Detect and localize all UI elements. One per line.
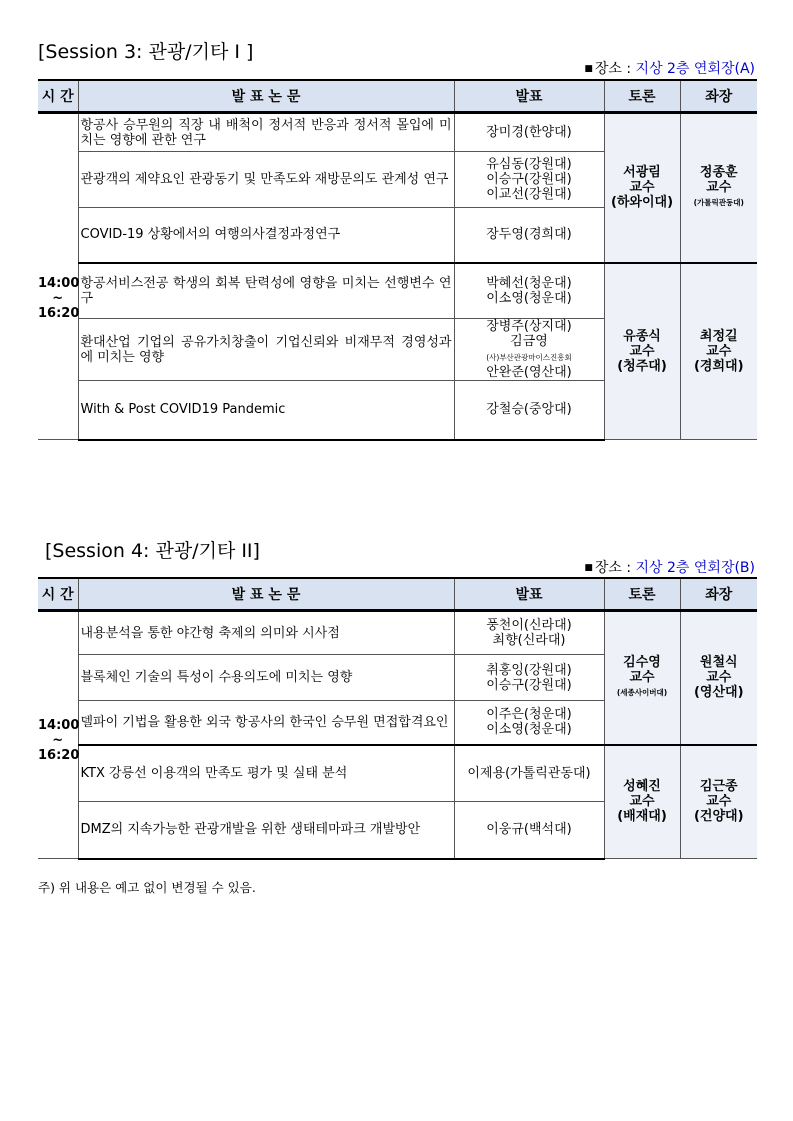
discussant-affiliation: (세종사이버대) <box>616 688 668 698</box>
discussant-cell <box>604 745 680 859</box>
paper-title: 항공사 승무원의 직장 내 배척이 정서적 반응과 정서적 몰입에 미치는 영향에 관한 연구 <box>78 113 454 152</box>
header-time: 시 간 <box>38 80 78 113</box>
header-chair: 좌장 <box>680 578 757 611</box>
presenter-name-main: 김금영 <box>510 334 548 349</box>
presenter-cell <box>454 152 604 208</box>
venue-label: 장소 : <box>594 61 632 77</box>
presenter-name <box>455 334 604 365</box>
header-presenter: 발표 <box>454 578 604 611</box>
time-sep: ~ <box>52 732 64 748</box>
presenter-name: 취홍잉(강원대) <box>486 662 572 678</box>
footnote: 주) 위 내용은 예고 없이 변경될 수 있음. <box>38 880 256 895</box>
session4-title: [Session 4: 관광/기타 II] <box>45 540 260 562</box>
time-cell <box>38 113 78 440</box>
presenter-name: 이소영(청운대) <box>486 722 572 738</box>
discussant-title: 교수 <box>629 343 655 359</box>
venue-place: 지상 2층 연회장(A) <box>635 61 755 77</box>
header-time: 시 간 <box>38 578 78 611</box>
bullet-icon: ■ <box>584 64 593 74</box>
chair-cell <box>680 263 757 440</box>
presenter-name: 안완준(영산대) <box>486 365 572 380</box>
paper-title: 환대산업 기업의 공유가치창출이 기업신뢰와 비재무적 경영성과에 미치는 영향 <box>78 319 454 381</box>
table-row <box>38 263 757 319</box>
table-header-row <box>38 80 757 113</box>
table-row <box>38 113 757 152</box>
chair-title: 교수 <box>706 794 732 810</box>
session4-venue <box>584 557 755 577</box>
chair-affiliation: (경희대) <box>693 358 744 374</box>
paper-title: With & Post COVID19 Pandemic <box>78 381 454 440</box>
venue-label: 장소 : <box>594 560 632 576</box>
paper-title: KTX 강릉선 이용객의 만족도 평가 및 실태 분석 <box>78 745 454 802</box>
discussant-title: 교수 <box>629 180 655 196</box>
presenter-cell <box>454 802 604 859</box>
presenter-name: 박혜선(청운대) <box>486 275 572 291</box>
session3-title: [Session 3: 관광/기타 I ] <box>38 41 254 63</box>
header-presenter: 발표 <box>454 80 604 113</box>
discussant-title: 교수 <box>629 794 655 810</box>
chair-title: 교수 <box>706 180 732 196</box>
presenter-cell <box>454 655 604 701</box>
presenter-cell <box>454 208 604 263</box>
time-cell <box>38 611 78 859</box>
discussant-affiliation: (배재대) <box>617 809 667 825</box>
presenter-name: 강철승(중앙대) <box>486 402 572 418</box>
chair-name: 정종훈 <box>699 165 738 181</box>
table-row <box>38 611 757 655</box>
chair-affiliation: (영산대) <box>693 685 744 701</box>
time-start: 14:00 <box>38 717 80 733</box>
chair-name: 최정길 <box>699 328 738 344</box>
discussant-cell <box>604 611 680 745</box>
presenter-cell <box>454 113 604 152</box>
presenter-cell <box>454 319 604 381</box>
discussant-name: 김수영 <box>623 655 661 671</box>
session3-venue <box>584 58 755 78</box>
chair-affiliation: (가톨릭관동대) <box>693 198 744 208</box>
chair-title: 교수 <box>706 670 732 686</box>
presenter-name: 장미경(한양대) <box>486 125 572 140</box>
header-paper: 발 표 논 문 <box>78 578 454 611</box>
chair-cell <box>680 113 757 263</box>
paper-title: 관광객의 제약요인 관광동기 및 만족도와 재방문의도 관계성 연구 <box>78 152 454 208</box>
paper-title: 항공서비스전공 학생의 회복 탄력성에 영향을 미치는 선행변수 연구 <box>78 263 454 319</box>
presenter-name: 이교선(강원대) <box>486 187 572 202</box>
time-end: 16:20 <box>38 747 80 763</box>
chair-affiliation: (건양대) <box>693 809 744 825</box>
session4-table <box>38 577 757 860</box>
discussant-affiliation: (청주대) <box>617 358 667 374</box>
discussant-name: 성혜진 <box>623 779 661 795</box>
presenter-name: 장병주(상지대) <box>486 319 572 334</box>
header-discussant: 토론 <box>604 578 680 611</box>
presenter-name: 이웅규(백석대) <box>486 822 572 838</box>
chair-name: 원철식 <box>699 655 738 671</box>
presenter-name: 이소영(청운대) <box>486 290 572 306</box>
presenter-name: 최향(신라대) <box>492 633 566 648</box>
chair-title: 교수 <box>706 343 732 359</box>
chair-cell <box>680 611 757 745</box>
discussant-name: 서광림 <box>623 165 661 181</box>
presenter-name: 이제용(가톨릭관동대) <box>467 765 591 781</box>
time-start: 14:00 <box>38 276 80 291</box>
presenter-name: 이승구(강원대) <box>486 172 572 187</box>
discussant-title: 교수 <box>629 670 655 686</box>
presenter-name: 장두영(경희대) <box>486 227 572 243</box>
chair-name: 김근종 <box>699 779 738 795</box>
chair-cell <box>680 745 757 859</box>
presenter-cell <box>454 381 604 440</box>
presenter-name: 이주은(청운대) <box>486 707 572 723</box>
paper-title: 블록체인 기술의 특성이 수용의도에 미치는 영향 <box>78 655 454 701</box>
presenter-name: 이승구(강원대) <box>486 677 572 693</box>
discussant-cell <box>604 263 680 440</box>
time-end: 16:20 <box>38 306 80 321</box>
header-chair: 좌장 <box>680 80 757 113</box>
time-sep: ~ <box>52 291 64 306</box>
paper-title: DMZ의 지속가능한 관광개발을 위한 생태테마파크 개발방안 <box>78 802 454 859</box>
bullet-icon: ■ <box>584 563 593 573</box>
table-header-row <box>38 578 757 611</box>
paper-title: 내용분석을 통한 야간형 축제의 의미와 시사점 <box>78 611 454 655</box>
presenter-cell <box>454 263 604 319</box>
table-row <box>38 745 757 802</box>
paper-title: COVID-19 상황에서의 여행의사결정과정연구 <box>78 208 454 263</box>
presenter-name: 유심동(강원대) <box>486 157 572 172</box>
presenter-affiliation: (사)부산관광마이스진흥회 <box>486 353 572 362</box>
presenter-name: 풍천이(신라대) <box>486 618 572 633</box>
discussant-cell <box>604 113 680 263</box>
discussant-name: 유종식 <box>623 328 661 344</box>
session3-table <box>38 79 757 441</box>
presenter-cell <box>454 611 604 655</box>
presenter-cell <box>454 701 604 745</box>
header-paper: 발 표 논 문 <box>78 80 454 113</box>
header-discussant: 토론 <box>604 80 680 113</box>
presenter-cell <box>454 745 604 802</box>
venue-place: 지상 2층 연회장(B) <box>635 560 755 576</box>
discussant-affiliation: (하와이대) <box>610 195 674 211</box>
paper-title: 델파이 기법을 활용한 외국 항공사의 한국인 승무원 면접합격요인 <box>78 701 454 745</box>
